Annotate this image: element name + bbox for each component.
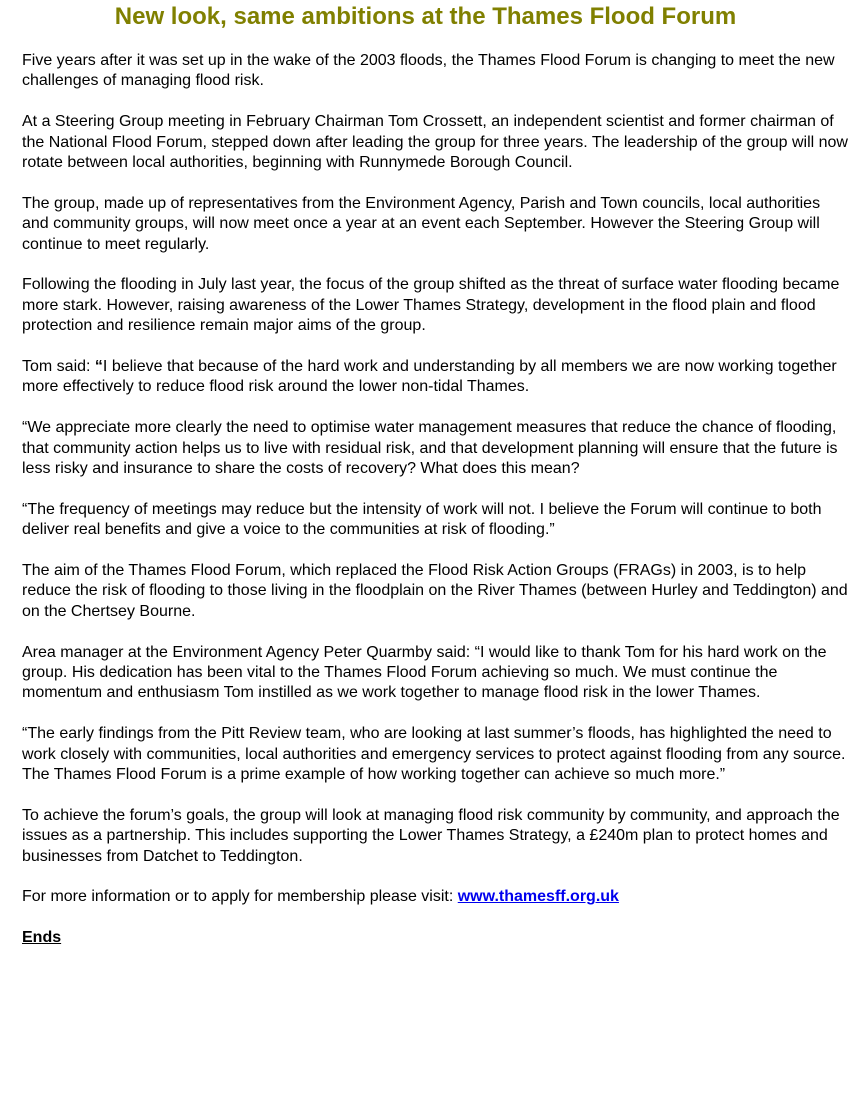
paragraph-tom-quote	[22, 357, 848, 398]
paragraph-intro: Five years after it was set up in the wake of the 2003 floods, the Thames Flood Forum is changing to meet the new challenges of managing flood risk.	[22, 52, 835, 90]
page-title: New look, same ambitions at the Thames Flood Forum	[114, 3, 737, 30]
ends-label: Ends	[22, 929, 62, 947]
paragraph-meeting-frequency: “The frequency of meetings may reduce but the intensity of work will not. I believe the Forum will continue to both deliver real benefits and give a voice to the communities at risk of flooding.”	[22, 500, 822, 539]
paragraph-peter-quarmby: Area manager at the Environment Agency Peter Quarmby said: “I would like to thank Tom for his hard work on the group. His dedication has been vital to the Thames Flood Forum achieving so much. We must continue the momentum and enthusiasm Tom instilled as we work together to manage flood risk in the lower Thames.	[22, 643, 827, 702]
tom-quote-text: I believe that because of the hard work and understanding by all members we are now working together more effectively to reduce flood risk around the lower non-tidal Thames.	[22, 358, 837, 396]
paragraph-group-makeup: The group, made up of representatives from the Environment Agency, Parish and Town councils, local authorities and community groups, will now meet once a year at an event each September. However the Steering Group will continue to meet regularly.	[22, 194, 821, 253]
ends-marker	[22, 928, 848, 948]
website-link[interactable]: www.thamesff.org.uk	[457, 888, 619, 906]
paragraph-forum-goals: To achieve the forum’s goals, the group will look at managing flood risk community by community, and approach the issues as a partnership. This includes supporting the Lower Thames Strategy, a £240m plan to protect homes and businesses from Datchet to Teddington.	[22, 806, 840, 865]
tom-quote-lead: Tom said:	[22, 358, 95, 376]
paragraph-water-management: “We appreciate more clearly the need to optimise water management measures that reduce the chance of flooding, that community action helps us to live with residual risk, and that development planning will ensure that the future is less risky and insurance to share the costs of recovery? What does this mean?	[22, 419, 838, 478]
paragraph-july-flooding: Following the flooding in July last year, the focus of the group shifted as the threat of surface water flooding became more stark. However, raising awareness of the Lower Thames Strategy, development in the flood plain and flood protection and resilience remain major aims of the group.	[22, 276, 840, 335]
paragraph-more-info	[22, 887, 848, 907]
article-body	[22, 51, 848, 969]
tom-quote-open-mark: “	[94, 358, 103, 376]
paragraph-steering-group: At a Steering Group meeting in February Chairman Tom Crossett, an independent scientist and former chairman of the National Flood Forum, stepped down after leading the group for three years. The leadership of the group will now rotate between local authorities, beginning with Runnymede Borough Council.	[22, 113, 848, 172]
paragraph-pitt-review: “The early findings from the Pitt Review team, who are looking at last summer’s floods, has highlighted the need to work closely with communities, local authorities and emergency services to protect against flooding from any source. The Thames Flood Forum is a prime example of how working together can achieve so much more.”	[22, 725, 846, 784]
paragraph-forum-aim: The aim of the Thames Flood Forum, which replaced the Flood Risk Action Groups (FRAGs) in 2003, is to help reduce the risk of flooding to those living in the floodplain on the River Thames (between Hurley and Teddington) and on the Chertsey Bourne.	[22, 562, 848, 620]
more-info-text: For more information or to apply for membership please visit:	[22, 888, 458, 906]
